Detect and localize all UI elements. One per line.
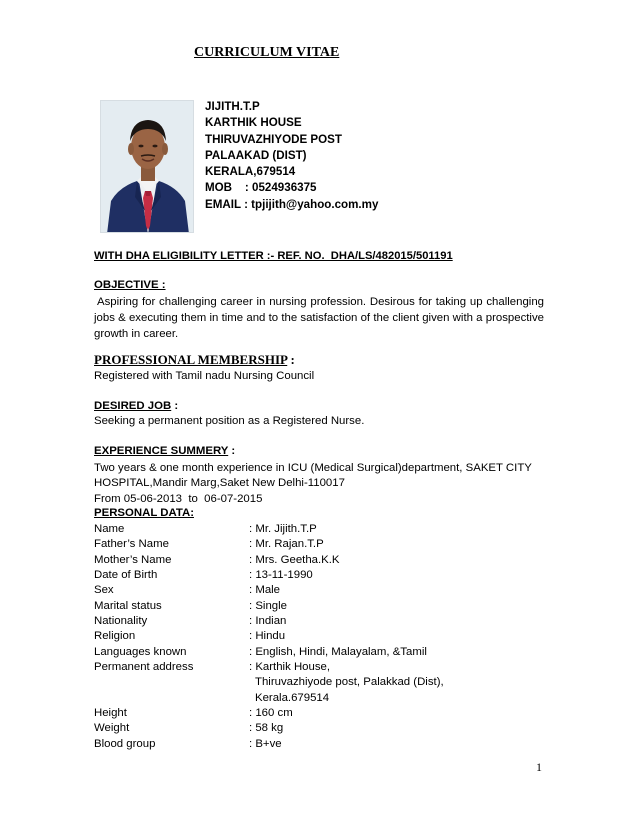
personal-row (94, 599, 514, 614)
personal-row (94, 614, 514, 629)
personal-label: Nationality (94, 615, 148, 628)
personal-label: Religion (94, 630, 136, 643)
personal-value: : 13-11-1990 (249, 569, 313, 582)
contact-post: THIRUVAZHIYODE POST (205, 132, 342, 146)
personal-value: : Hindu (249, 630, 286, 643)
personal-label: Weight (94, 722, 130, 735)
personal-data-heading: PERSONAL DATA: (94, 507, 194, 519)
desired-job-text: Seeking a permanent position as a Registered Nurse. (94, 415, 365, 427)
desired-job-heading: DESIRED JOB (94, 400, 172, 412)
personal-row (94, 721, 514, 736)
contact-email: EMAIL : tpjijith@yahoo.com.my (205, 197, 379, 211)
document-title: CURRICULUM VITAE (194, 45, 340, 60)
contact-state: KERALA,679514 (205, 165, 296, 179)
personal-label: Name (94, 523, 125, 535)
personal-value: : Mrs. Geetha.K.K (249, 553, 340, 566)
profile-photo-image (101, 101, 194, 233)
personal-row (94, 553, 514, 568)
personal-row (94, 737, 514, 752)
address-line-3: Kerala.679514 (255, 691, 330, 704)
personal-row (94, 660, 514, 706)
objective-heading: OBJECTIVE : (94, 279, 166, 291)
personal-label: Date of Birth (94, 569, 158, 582)
personal-row (94, 629, 514, 644)
experience-heading-line (94, 445, 235, 457)
personal-label: Sex (94, 584, 114, 597)
objective-text: Aspiring for challenging career in nursing profession. Desirous for taking up challenging jobs & executing them in time and to the satisfaction of the client given with a prospective growth in career. (94, 296, 544, 340)
personal-label: Permanent address (94, 661, 194, 674)
experience-line-2: HOSPITAL,Mandir Marg,Saket New Delhi-110017 (94, 477, 345, 490)
membership-colon: : (287, 352, 295, 367)
page-number: 1 (536, 760, 542, 774)
personal-value: : English, Hindi, Malayalam, &Tamil (249, 645, 427, 658)
address-line-1: : Karthik House, (249, 661, 331, 674)
personal-label: Height (94, 707, 127, 720)
experience-heading: EXPERIENCE SUMMERY (94, 445, 229, 457)
profile-photo (100, 100, 194, 233)
experience-line-3: From 05-06-2013 to 06-07-2015 (94, 492, 263, 505)
personal-row (94, 583, 514, 598)
experience-text (94, 461, 564, 507)
personal-row (94, 706, 514, 721)
personal-row (94, 645, 514, 660)
experience-colon: : (228, 445, 236, 457)
personal-label: Blood group (94, 737, 156, 750)
personal-value: : 160 cm (249, 707, 293, 720)
personal-row (94, 537, 514, 552)
personal-value: : Mr. Rajan.T.P (249, 538, 324, 551)
contact-house: KARTHIK HOUSE (205, 116, 302, 130)
membership-heading-line (94, 352, 295, 368)
contact-district: PALAAKAD (DIST) (205, 148, 307, 162)
membership-heading: PROFESSIONAL MEMBERSHIP (94, 352, 288, 367)
membership-text: Registered with Tamil nadu Nursing Council (94, 370, 315, 382)
contact-mobile: MOB : 0524936375 (205, 181, 317, 195)
personal-row (94, 522, 514, 537)
experience-line-1: Two years & one month experience in ICU (Medical Surgical)department, SAKET CITY (94, 462, 532, 474)
personal-value: : Single (249, 599, 287, 612)
contact-block (205, 99, 378, 213)
desired-job-colon: : (171, 400, 179, 412)
contact-name: JIJITH.T.P (205, 100, 260, 113)
permanent-address-value (249, 660, 444, 706)
personal-label: Mother’s Name (94, 553, 172, 566)
personal-row (94, 568, 514, 583)
personal-label: Languages known (94, 645, 187, 658)
personal-value: : 58 kg (249, 722, 284, 735)
personal-label: Marital status (94, 599, 162, 612)
personal-label: Father’s Name (94, 538, 169, 551)
dha-eligibility-line: WITH DHA ELIGIBILITY LETTER :- REF. NO. DHA/LS/482015/501191 (94, 250, 453, 262)
address-line-2: Thiruvazhiyode post, Palakkad (Dist), (255, 676, 444, 689)
personal-data-table (94, 522, 514, 752)
personal-value: : B+ve (249, 737, 282, 750)
desired-job-heading-line (94, 400, 178, 412)
personal-value: : Mr. Jijith.T.P (249, 523, 317, 535)
personal-value: : Indian (249, 615, 287, 628)
personal-value: : Male (249, 584, 281, 597)
